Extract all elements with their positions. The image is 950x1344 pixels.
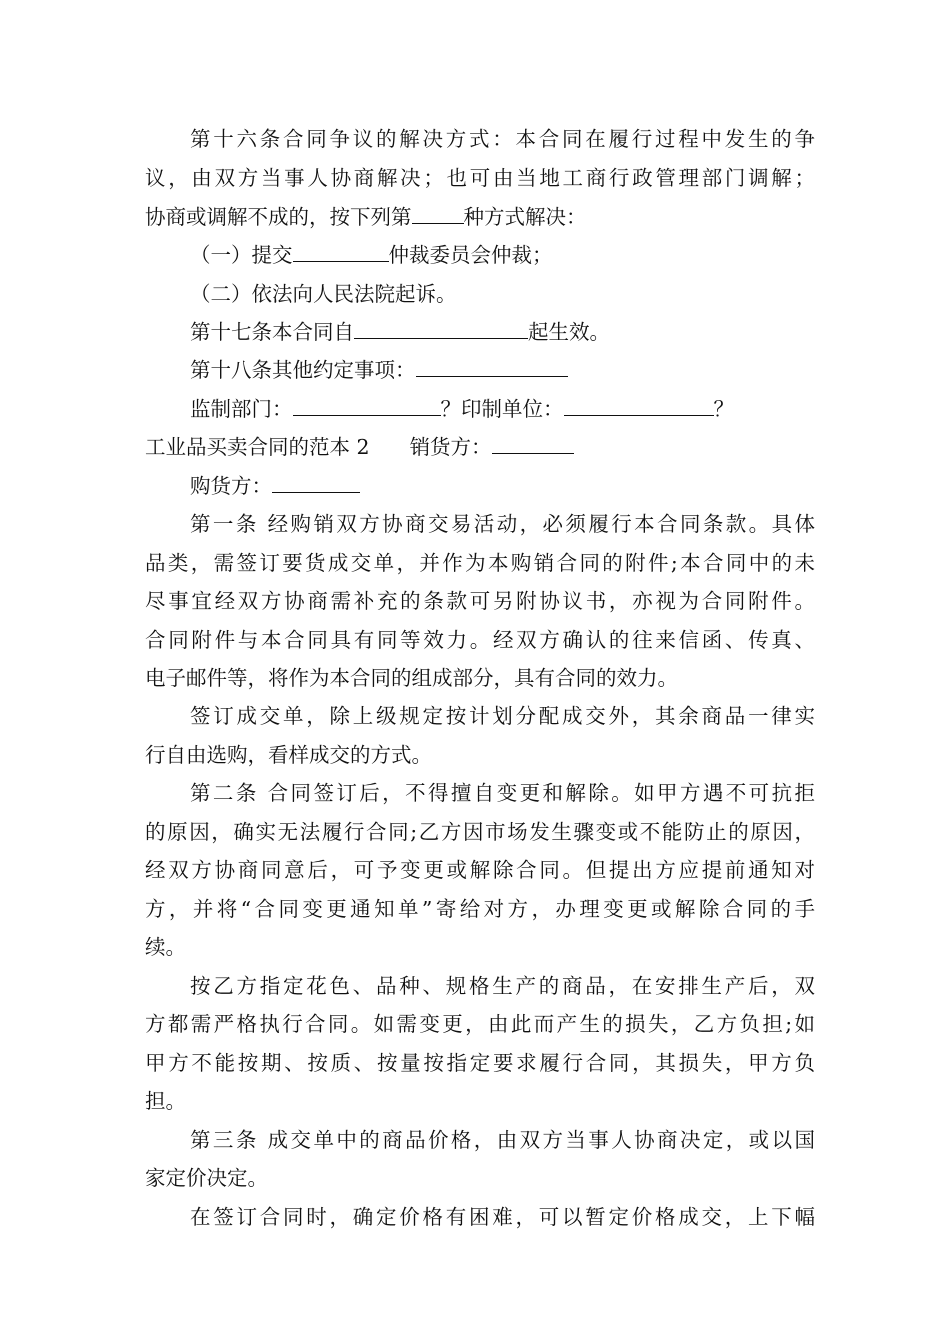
text: 合同附件与本合同具有同等效力。经双方确认的往来信函、传真、 xyxy=(145,628,815,652)
text: 协商或调解不成的，按下列第 xyxy=(145,205,412,229)
paragraph-line xyxy=(145,1087,815,1115)
text: 起生效。 xyxy=(528,320,610,344)
text: 在签订合同时，确定价格有困难，可以暂定价格成交，上下幅 xyxy=(190,1205,815,1229)
contract-title-line xyxy=(145,433,815,461)
paragraph-line xyxy=(145,587,815,615)
paragraph-line xyxy=(145,856,815,884)
paragraph-line xyxy=(145,933,815,961)
text: 第一条 经购销双方协商交易活动，必须履行本合同条款。具体 xyxy=(190,512,815,536)
paragraph-line xyxy=(145,895,815,923)
text: 电子邮件等，将作为本合同的组成部分，具有合同的效力。 xyxy=(145,666,678,690)
paragraph-line xyxy=(145,626,815,654)
fill-blank xyxy=(354,320,528,339)
text: 经双方协商同意后，可予变更或解除合同。但提出方应提前通知对 xyxy=(145,858,815,882)
text: 的原因，确实无法履行合同;乙方因市场发生骤变或不能防止的原因， xyxy=(145,820,815,844)
text: 品类，需签订要货成交单，并作为本购销合同的附件;本合同中的未 xyxy=(145,551,815,575)
buyer-line xyxy=(190,472,815,500)
paragraph-line xyxy=(190,1126,815,1154)
text: 按乙方指定花色、品种、规格生产的商品，在安排生产后，双 xyxy=(190,974,815,998)
text: 家定价决定。 xyxy=(145,1166,268,1190)
text: 监制部门： xyxy=(190,397,293,421)
fill-blank xyxy=(293,397,441,416)
paragraph-line xyxy=(145,1010,815,1038)
fill-blank xyxy=(416,358,568,377)
text: 方都需严格执行合同。如需变更，由此而产生的损失，乙方负担;如 xyxy=(145,1012,815,1036)
text: 仲裁委员会仲裁； xyxy=(388,243,553,267)
text: 第二条 合同签订后，不得擅自变更和解除。如甲方遇不可抗拒 xyxy=(190,781,815,805)
fill-blank xyxy=(492,435,574,454)
article-18 xyxy=(190,356,815,384)
paragraph-line xyxy=(145,549,815,577)
paragraph-line xyxy=(190,510,815,538)
text: （一）提交 xyxy=(190,243,293,267)
article-16-line-1 xyxy=(190,125,815,153)
paragraph-line xyxy=(145,1049,815,1077)
text: ？印制单位： xyxy=(440,397,564,421)
fill-blank xyxy=(412,205,464,224)
section-title: 工业品买卖合同的范本 2 xyxy=(145,435,370,459)
supervise-print-line xyxy=(190,395,815,423)
text: 第十八条其他约定事项： xyxy=(190,358,416,382)
text: 第三条 成交单中的商品价格，由双方当事人协商决定，或以国 xyxy=(190,1128,815,1152)
paragraph-line xyxy=(145,1164,815,1192)
text: 第十六条合同争议的解决方式：本合同在履行过程中发生的争 xyxy=(190,127,815,151)
text: 签订成交单，除上级规定按计划分配成交外，其余商品一律实 xyxy=(190,704,815,728)
text: 甲方不能按期、按质、按量按指定要求履行合同，其损失，甲方负 xyxy=(145,1051,815,1075)
text: （二）依法向人民法院起诉。 xyxy=(190,282,457,306)
paragraph-line xyxy=(190,779,815,807)
article-17 xyxy=(190,318,815,346)
paragraph-line xyxy=(190,972,815,1000)
paragraph-line xyxy=(145,818,815,846)
option-2 xyxy=(190,280,815,308)
paragraph-line xyxy=(145,664,815,692)
fill-blank xyxy=(564,397,714,416)
fill-blank xyxy=(272,474,360,493)
text: 种方式解决： xyxy=(463,205,587,229)
article-16-line-2 xyxy=(145,164,815,192)
text: 行自由选购，看样成交的方式。 xyxy=(145,743,432,767)
text: 销货方： xyxy=(409,435,492,459)
article-16-line-3 xyxy=(145,203,815,231)
text: 尽事宜经双方协商需补充的条款可另附协议书，亦视为合同附件。 xyxy=(145,589,815,613)
text: 续。 xyxy=(145,935,186,959)
paragraph-line xyxy=(190,702,815,730)
text: 第十七条本合同自 xyxy=(190,320,354,344)
text: 方，并将“合同变更通知单”寄给对方，办理变更或解除合同的手 xyxy=(145,897,815,921)
text: 议，由双方当事人协商解决；也可由当地工商行政管理部门调解； xyxy=(145,166,815,190)
text: 担。 xyxy=(145,1089,186,1113)
fill-blank xyxy=(293,243,389,262)
text: ？ xyxy=(713,397,734,421)
paragraph-line xyxy=(145,741,815,769)
paragraph-line xyxy=(190,1203,815,1231)
option-1 xyxy=(190,241,815,269)
text: 购货方： xyxy=(190,474,272,498)
